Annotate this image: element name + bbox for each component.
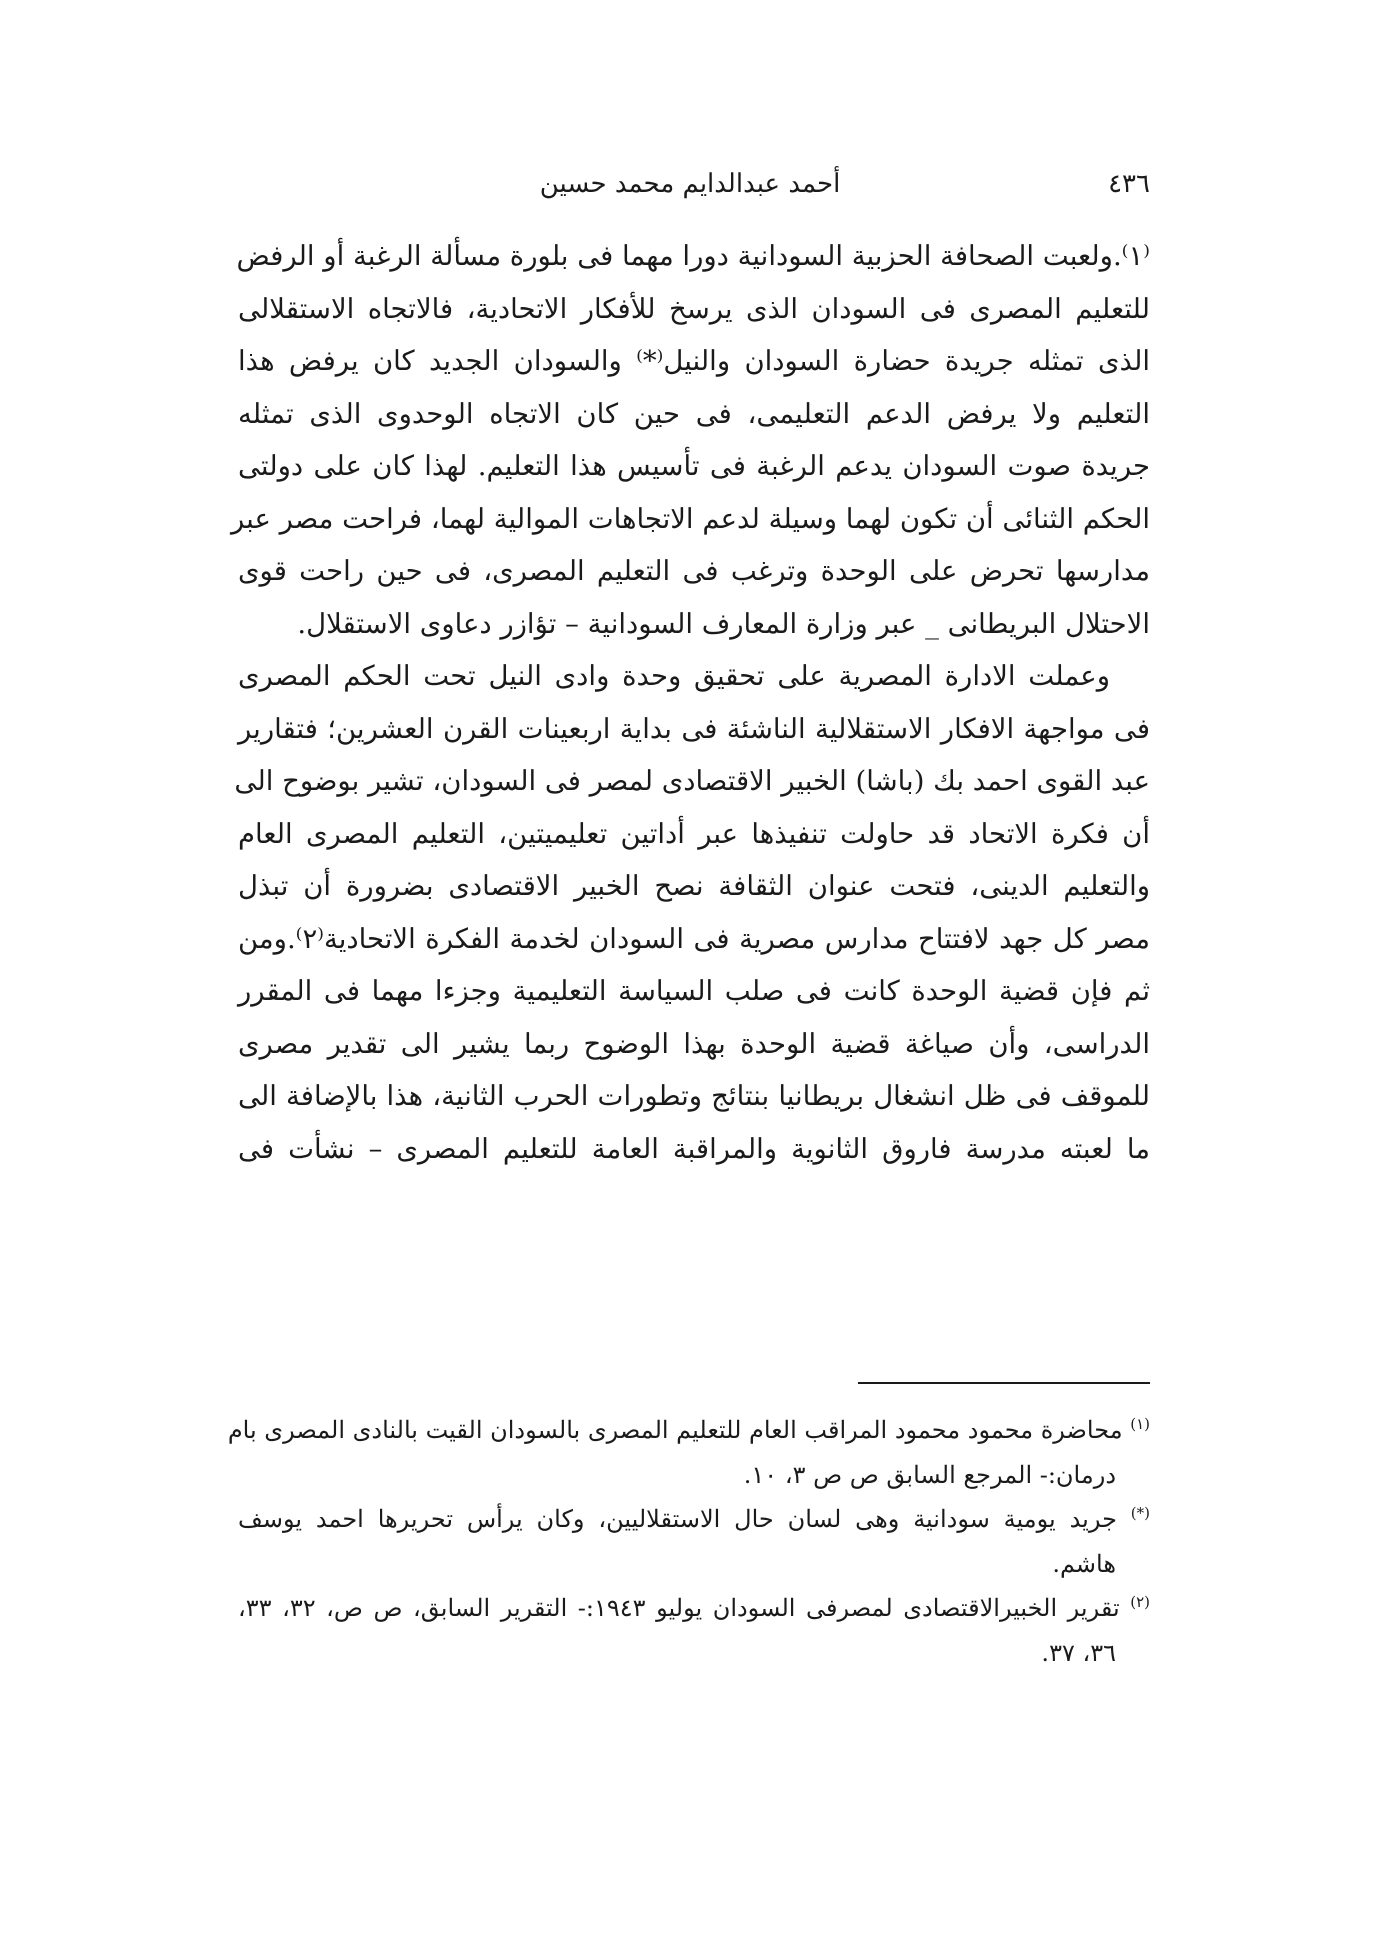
running-head-author: أحمد عبدالدايم محمد حسين <box>539 169 841 199</box>
text-line: جريدة صوت السودان يدعم الرغبة فى تأسيس هذا التعليم. لهذا كان على دولتى <box>238 450 1150 482</box>
text-line: الدراسى، وأن صياغة قضية الوحدة بهذا الوضوح ربما يشير الى تقدير مصرى <box>238 1027 1150 1060</box>
text-line: فى مواجهة الافكار الاستقلالية الناشئة فى بداية اربعينات القرن العشرين؛ فتقارير <box>238 712 1150 745</box>
text-line: ⁽١⁾.ولعبت الصحافة الحزبية السودانية دورا مهما فى بلورة مسألة الرغبة أو الرفض <box>236 240 1150 272</box>
text-line: مصر كل جهد لافتتاح مدارس مصرية فى السودان لخدمة الفكرة الاتحادية⁽٢⁾.ومن <box>238 922 1150 955</box>
text-line: الحكم الثنائى أن تكون لهما وسيلة لدعم الاتجاهات الموالية لهما، فراحت مصر عبر <box>231 502 1150 535</box>
text-line: مدارسها تحرض على الوحدة وترغب فى التعليم المصرى، فى حين راحت قوى <box>238 555 1150 587</box>
text-line: ما لعبته مدرسة فاروق الثانوية والمراقبة العامة للتعليم المصرى – نشأت فى <box>238 1132 1150 1165</box>
text-line: عبد القوى احمد بك (باشا) الخبير الاقتصادى لمصر فى السودان، تشير بوضوح الى <box>234 765 1150 797</box>
footnote-line: (*) جريد يومية سودانية وهى لسان حال الاستقلاليين، وكان يرأس تحريرها احمد يوسف <box>238 1504 1150 1533</box>
footnote-line: $^{(١)}$ محاضرة محمود محمود المراقب العام للتعليم المصرى بالسودان القيت بالنادى المصرى بام <box>227 1415 1150 1444</box>
text-line: الذى تمثله جريدة حضارة السودان والنيل⁽*⁾ والسودان الجديد كان يرفض هذا <box>238 345 1150 377</box>
footnote-marker: (*) <box>1130 1504 1150 1522</box>
page-number: ٤٣٦ <box>1108 169 1150 199</box>
text-line: للتعليم المصرى فى السودان الذى يرسخ للأفكار الاتحادية، فالاتجاه الاستقلالى <box>238 292 1150 325</box>
text-line: والتعليم الدينى، فتحت عنوان الثقافة نصح الخبير الاقتصادى بضرورة أن تبذل <box>238 870 1150 902</box>
text-line: أن فكرة الاتحاد قد حاولت تنفيذها عبر أداتين تعليميتين، التعليم المصرى العام <box>238 817 1150 850</box>
footnote-line: هاشم. <box>1052 1549 1116 1578</box>
footnotes <box>227 1408 1150 1675</box>
main-text <box>231 230 1150 1175</box>
footnote-marker: (١) <box>1130 1415 1150 1433</box>
footnote-line: $^{(٢)}$ تقرير الخبيرالاقتصادى لمصرفى السودان يوليو ١٩٤٣:- التقرير السابق، ص ص، ٣٢، ٣٣، <box>238 1593 1150 1622</box>
text-line: التعليم ولا يرفض الدعم التعليمى، فى حين كان الاتجاه الوحدوى الذى تمثله <box>238 397 1150 430</box>
text-line: الاحتلال البريطانى _ عبر وزارة المعارف السودانية – تؤازر دعاوى الاستقلال. <box>297 607 1150 640</box>
text-line: للموقف فى ظل انشغال بريطانيا بنتائج وتطورات الحرب الثانية، هذا بالإضافة الى <box>238 1080 1150 1112</box>
text-line: ثم فإن قضية الوحدة كانت فى صلب السياسة التعليمية وجزءا مهما فى المقرر <box>238 975 1150 1007</box>
page-header <box>230 164 1150 204</box>
footnote-divider <box>858 1382 1150 1384</box>
footnote-line: ٣٦، ٣٧. <box>1041 1638 1116 1667</box>
footnote-line: درمان:- المرجع السابق ص ص ٣، ١٠. <box>743 1460 1116 1489</box>
text-line: وعملت الادارة المصرية على تحقيق وحدة وادى النيل تحت الحكم المصرى <box>238 660 1110 692</box>
footnote-marker: (٢) <box>1130 1593 1150 1611</box>
